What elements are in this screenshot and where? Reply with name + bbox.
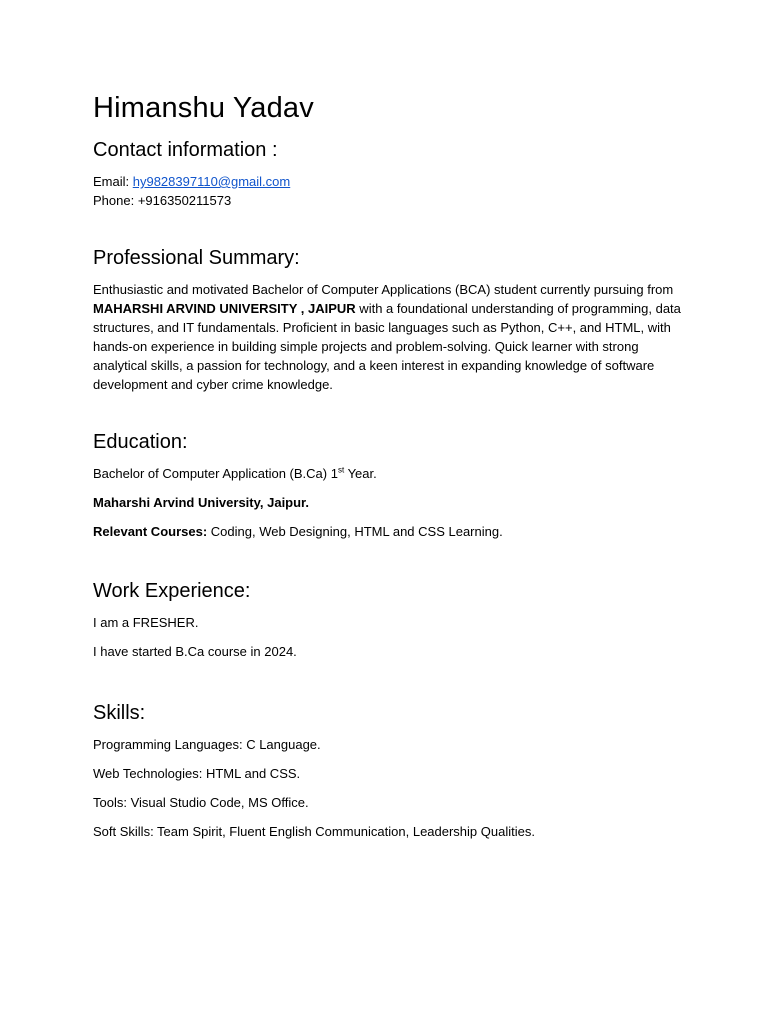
courses-label: Relevant Courses: [93,524,208,539]
contact-block [93,172,683,210]
work-line-2: I have started B.Ca course in 2024. [93,644,297,659]
degree-text: Bachelor of Computer Application (B.Ca) 1 [93,466,338,481]
skill-item: Web Technologies: HTML and CSS. [93,766,301,781]
email-link[interactable]: hy9828397110@gmail.com [132,174,291,189]
resume-name: Himanshu Yadav [93,92,314,124]
summary-text-after: with a foundational understanding of programming, data structures, and IT fundamentals. Proficient in basic languages such as Python, C++, and HTML, with hands-on experience in building simple projects and problem-solving. Quick learner with strong analytical skills, a passion for technology, and a keen interest in expanding knowledge of software development and cyber crime knowledge. [93,301,681,392]
work-block [93,613,683,661]
education-university: Maharshi Arvind University, Jaipur. [93,495,310,510]
skill-item: Soft Skills: Team Spirit, Fluent English Communication, Leadership Qualities. [93,824,535,839]
email-line [93,172,683,191]
skill-item: Programming Languages: C Language. [93,737,321,752]
summary-heading: Professional Summary: [93,247,300,269]
phone-value: +916350211573 [137,193,232,208]
degree-year: Year. [344,466,377,481]
phone-label: Phone: [93,193,138,208]
work-heading: Work Experience: [93,580,251,602]
education-heading: Education: [93,431,188,453]
courses-value: Coding, Web Designing, HTML and CSS Learning. [207,524,503,539]
skill-item: Tools: Visual Studio Code, MS Office. [93,795,309,810]
contact-heading: Contact information : [93,139,278,161]
skills-heading: Skills: [93,702,146,724]
summary-paragraph [93,280,683,394]
education-block [93,464,683,541]
summary-text-before: Enthusiastic and motivated Bachelor of Computer Applications (BCA) student currently pursuing from [93,282,674,297]
email-label: Email: [93,174,133,189]
work-line-1: I am a FRESHER. [93,615,199,630]
summary-university: MAHARSHI ARVIND UNIVERSITY , JAIPUR [93,301,356,316]
skills-block [93,735,683,841]
phone-line [93,191,683,210]
degree-sup: st [337,465,345,475]
education-courses [93,522,683,541]
education-degree [93,464,683,483]
resume-page [93,88,683,841]
